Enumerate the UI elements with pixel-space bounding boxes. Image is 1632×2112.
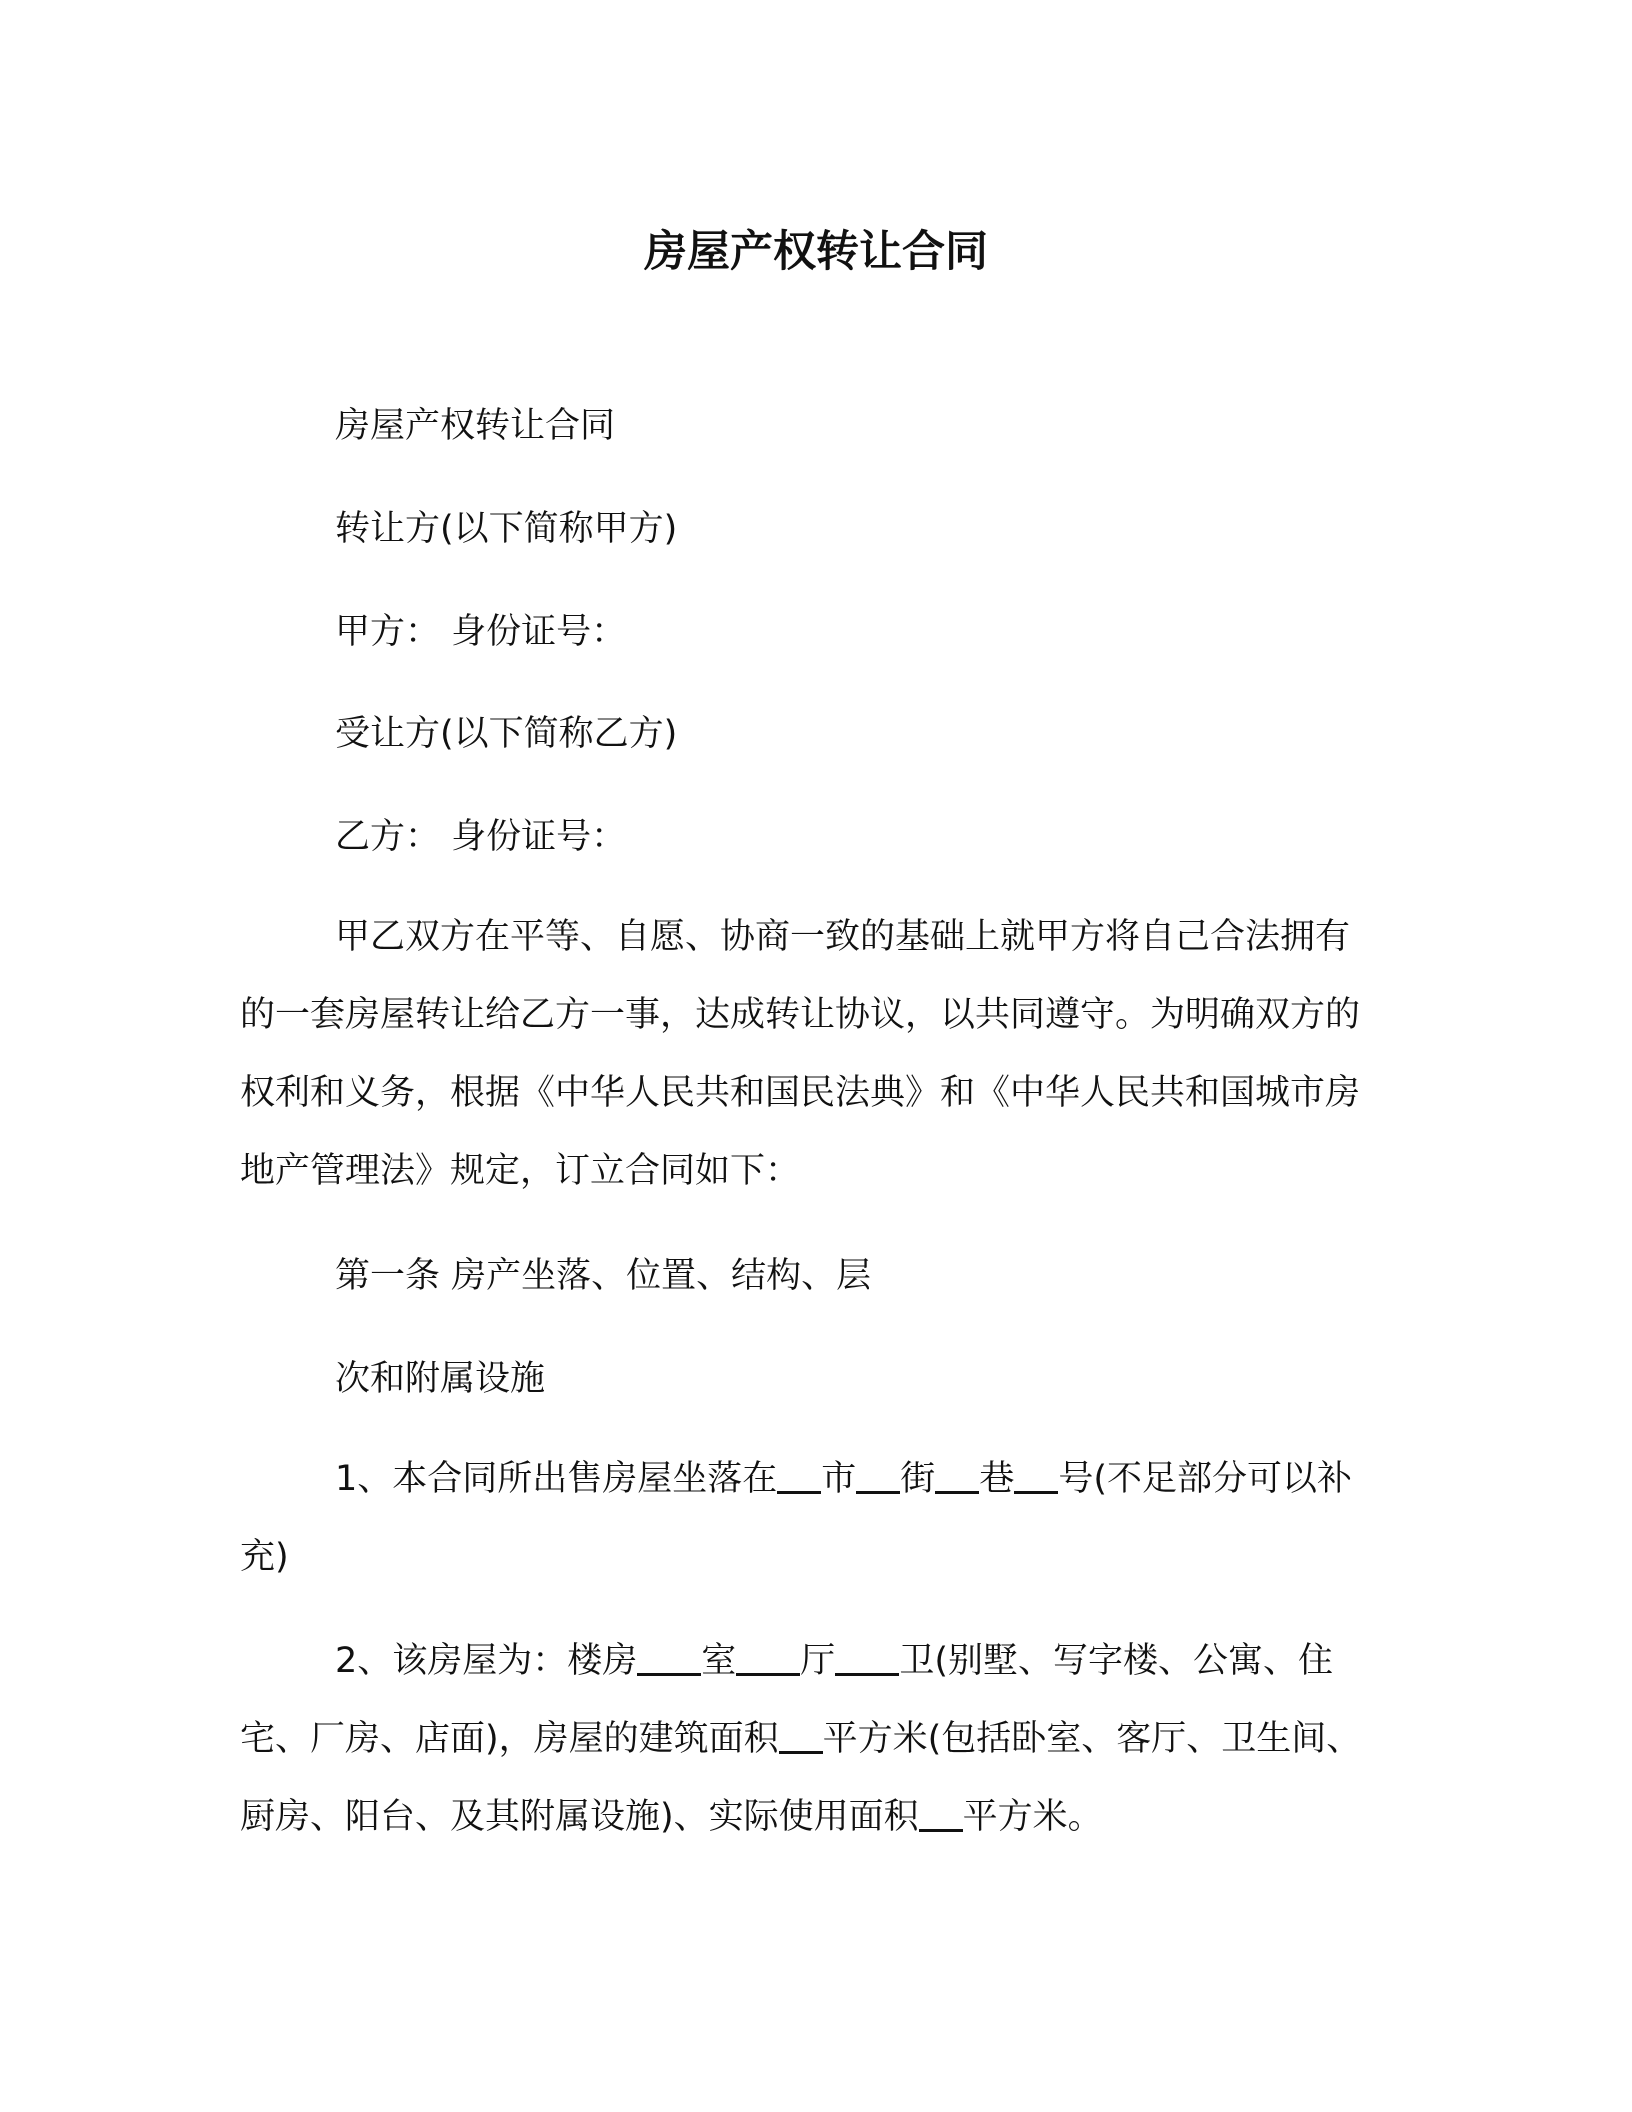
blank-usable-area xyxy=(919,1794,963,1832)
article-1-heading-continued: 次和附属设施 xyxy=(335,1359,546,1399)
clause-2-text-building-area: 平方米(包括卧室、客厅、卫生间、厨房、阳台、及其附属设施)、实际使用面积 xyxy=(240,1719,1362,1837)
blank-bathrooms xyxy=(835,1638,899,1676)
party-b-id-line: 乙方： 身份证号： xyxy=(335,817,627,857)
blank-city xyxy=(777,1456,821,1494)
blank-halls xyxy=(736,1638,800,1676)
preamble-paragraph: 甲乙双方在平等、自愿、协商一致的基础上就甲方将自己合法拥有的一套房屋转让给乙方一事，达成转让协议，以共同遵守。为明确双方的权利和义务，根据《中华人民共和国民法典》和《中华人民共和国城市房地产管理法》规定，订立合同如下： xyxy=(240,917,1361,1191)
clause-2-paragraph xyxy=(240,1622,1380,1856)
clause-2-text-building: 2、该房屋为：楼房 xyxy=(335,1641,638,1681)
clause-2-text-rooms: 室 xyxy=(701,1641,737,1681)
clause-1-paragraph xyxy=(240,1440,1380,1596)
blank-rooms xyxy=(637,1638,701,1676)
party-a-id-line: 甲方： 身份证号： xyxy=(335,612,627,652)
clause-2-text-bathrooms: 卫(别墅、写字楼、公寓、住宅、厂房、店面)，房屋的建筑面积 xyxy=(240,1641,1333,1759)
article-1-heading: 第一条 房产坐落、位置、结构、层 xyxy=(335,1256,872,1296)
blank-building-area xyxy=(779,1716,823,1754)
document-title: 房屋产权转让合同 xyxy=(644,227,988,277)
contract-heading-line: 房屋产权转让合同 xyxy=(335,406,616,446)
clause-1-text-street: 街 xyxy=(900,1459,936,1499)
clause-2-text-usable-area: 平方米。 xyxy=(962,1797,1103,1837)
blank-number xyxy=(1014,1456,1058,1494)
blank-street xyxy=(856,1456,900,1494)
clause-1-text-city: 市 xyxy=(821,1459,857,1499)
clause-1-text-location: 1、本合同所出售房屋坐落在 xyxy=(335,1459,778,1499)
transferor-line: 转让方(以下简称甲方) xyxy=(335,509,678,549)
blank-lane xyxy=(935,1456,979,1494)
clause-2-text-halls: 厅 xyxy=(800,1641,836,1681)
clause-1-text-number: 号(不足部分可以补充) xyxy=(240,1459,1352,1577)
clause-1-text-lane: 巷 xyxy=(979,1459,1015,1499)
transferee-line: 受让方(以下简称乙方) xyxy=(335,714,678,754)
